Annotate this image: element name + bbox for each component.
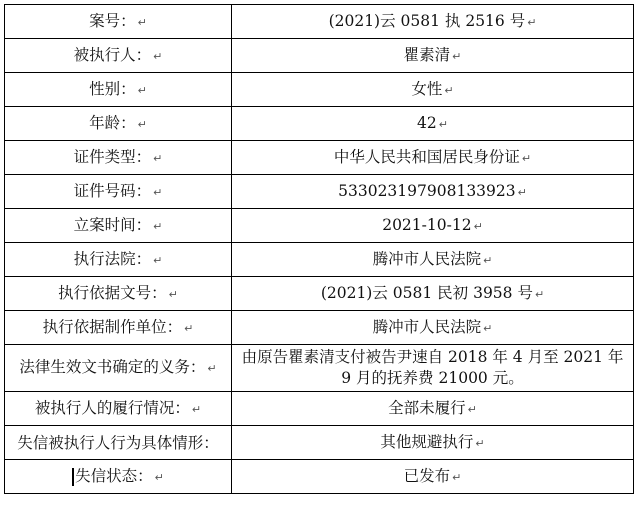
value-text: 中华人民共和国居民身份证: [333, 147, 520, 166]
field-label: [5, 311, 232, 345]
label-text: 执行法院：: [73, 249, 152, 268]
field-value: [232, 243, 634, 277]
paragraph-mark-icon: ↵: [153, 151, 163, 165]
field-value: [232, 73, 634, 107]
value-text: 42: [417, 113, 437, 132]
paragraph-mark-icon: ↵: [207, 362, 217, 375]
label-text: 性别：: [89, 79, 136, 98]
value-text: 533023197908133923: [338, 181, 516, 200]
table-row: [5, 141, 634, 175]
field-label: [5, 209, 232, 243]
paragraph-mark-icon: ↵: [521, 151, 532, 165]
paragraph-mark-icon: ↵: [517, 185, 527, 199]
table-row: [5, 73, 634, 107]
value-text: 由原告瞿素清支付被告尹速自 2018 年 4 月至 2021 年 9 月的抚养费 21000 元。: [241, 348, 624, 387]
table-row: [5, 107, 634, 141]
value-text: 女性: [411, 79, 443, 98]
field-value: [232, 5, 634, 39]
value-text: 腾冲市人民法院: [372, 317, 482, 336]
paragraph-mark-icon: ↵: [473, 219, 483, 233]
field-value: [232, 460, 634, 494]
table-row: [5, 277, 634, 311]
paragraph-mark-icon: ↵: [154, 470, 164, 484]
table-row: [5, 243, 634, 277]
label-text: 被执行人的履行情况：: [34, 398, 190, 417]
dishonest-debtor-info-table: [4, 4, 634, 494]
field-label: [5, 5, 232, 39]
table-row: [5, 39, 634, 73]
paragraph-mark-icon: ↵: [534, 287, 545, 301]
paragraph-mark-icon: ↵: [153, 49, 163, 63]
field-label: [5, 426, 232, 460]
field-label: [5, 107, 232, 141]
field-label: [5, 39, 232, 73]
value-text: 瞿素清: [403, 45, 451, 64]
paragraph-mark-icon: ↵: [184, 321, 194, 335]
paragraph-mark-icon: ↵: [444, 83, 454, 97]
label-text: 被执行人：: [73, 45, 152, 64]
table-row: [5, 392, 634, 426]
field-label: [5, 277, 232, 311]
label-text: 法律生效文书确定的义务：: [19, 358, 206, 376]
paragraph-mark-icon: ↵: [452, 470, 462, 484]
value-text: 腾冲市人民法院: [372, 249, 482, 268]
paragraph-mark-icon: ↵: [137, 83, 147, 97]
table-row: [5, 426, 634, 460]
field-value: [232, 141, 634, 175]
paragraph-mark-icon: ↵: [452, 49, 462, 63]
label-text: 执行依据制作单位：: [42, 317, 183, 336]
paragraph-mark-icon: ↵: [527, 15, 537, 29]
paragraph-mark-icon: ↵: [153, 219, 163, 233]
paragraph-mark-icon: ↵: [137, 15, 147, 29]
field-label: [5, 141, 232, 175]
field-value: [232, 107, 634, 141]
field-value: [232, 277, 634, 311]
paragraph-mark-icon: ↵: [475, 436, 485, 450]
paragraph-mark-icon: ↵: [438, 117, 448, 131]
label-text: 失信状态：: [75, 466, 153, 485]
field-label: [5, 345, 232, 392]
table-row: [5, 460, 634, 494]
field-label: [5, 175, 232, 209]
paragraph-mark-icon: ↵: [168, 287, 178, 301]
value-text: 全部未履行: [388, 398, 466, 417]
text-cursor: [72, 468, 74, 486]
field-value: [232, 209, 634, 243]
field-value: [232, 39, 634, 73]
value-text: (2021)云 0581 民初 3958 号: [320, 283, 533, 302]
paragraph-mark-icon: ↵: [153, 185, 163, 199]
label-text: 证件类型：: [73, 147, 152, 166]
label-text: 立案时间：: [73, 215, 152, 234]
value-text: (2021)云 0581 执 2516 号: [328, 11, 526, 30]
field-value: [232, 345, 634, 392]
field-value: [232, 426, 634, 460]
label-text: 证件号码：: [73, 181, 152, 200]
paragraph-mark-icon: ↵: [153, 253, 163, 267]
paragraph-mark-icon: ↵: [483, 253, 493, 267]
paragraph-mark-icon: ↵: [191, 402, 202, 416]
field-value: [232, 311, 634, 345]
field-value: [232, 392, 634, 426]
label-text: 执行依据文号：: [58, 283, 167, 302]
label-text: 失信被执行人行为具体情形：: [17, 433, 219, 452]
table-row: [5, 175, 634, 209]
value-text: 其他规避执行: [380, 432, 474, 451]
field-label: [5, 243, 232, 277]
field-label[interactable]: [5, 460, 232, 494]
value-text: 2021-10-12: [382, 215, 472, 234]
label-text: 年龄：: [89, 113, 136, 132]
label-text: 案号：: [89, 11, 136, 30]
field-label: [5, 392, 232, 426]
table-row: [5, 209, 634, 243]
field-label: [5, 73, 232, 107]
table-row: [5, 5, 634, 39]
paragraph-mark-icon: ↵: [467, 402, 477, 416]
field-value: [232, 175, 634, 209]
table-row: [5, 345, 634, 392]
paragraph-mark-icon: ↵: [137, 117, 147, 131]
paragraph-mark-icon: ↵: [483, 321, 493, 335]
table-row: [5, 311, 634, 345]
value-text: 已发布: [403, 466, 451, 485]
